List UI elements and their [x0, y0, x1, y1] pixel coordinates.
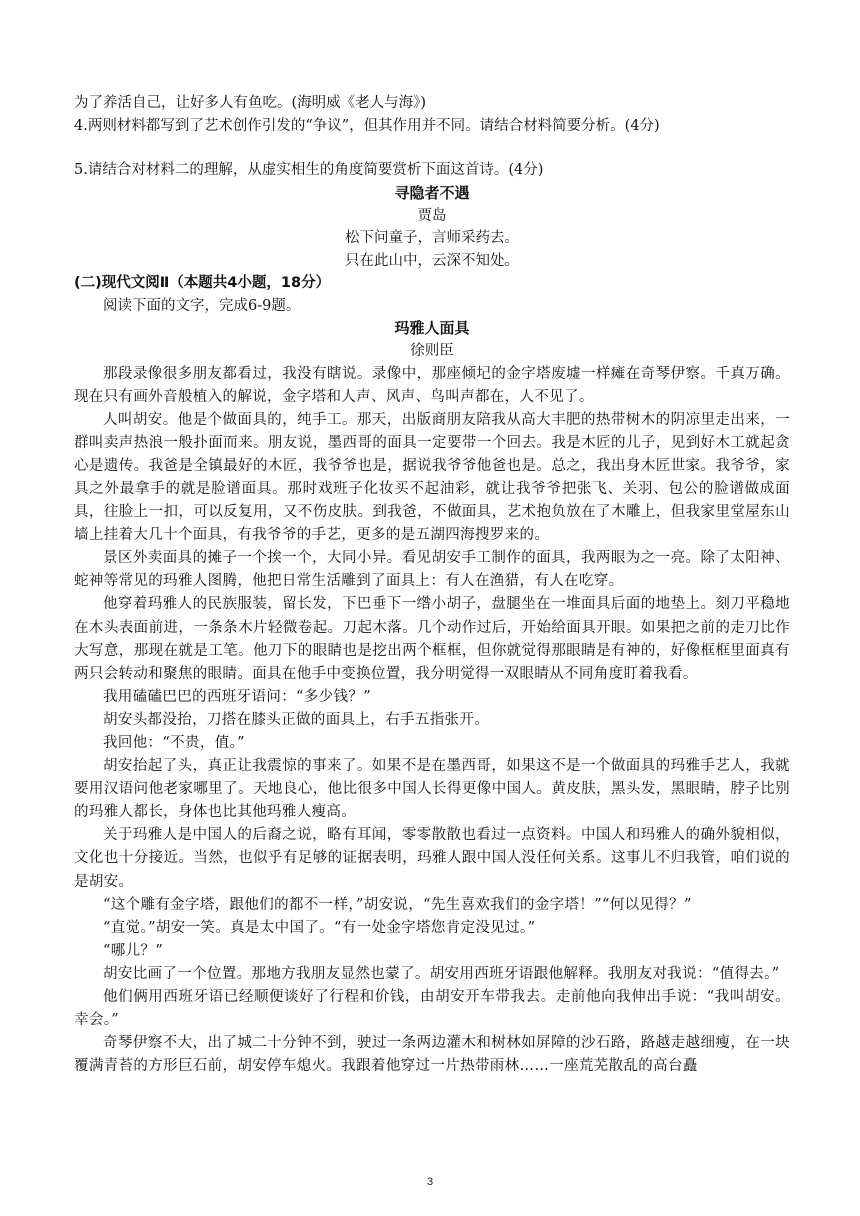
- section-instruction: 阅读下面的文字，完成6-9题。: [103, 297, 301, 314]
- paragraph: 奇琴伊察不大，出了城二十分钟不到，驶过一条两边灌木和树林如屏障的沙石路，路越走越细瘦，在一块覆满青苔的方形巨石前，胡安停车熄火。我跟着他穿过一片热带雨林……一座荒芜散乱的高台矗: [74, 1035, 790, 1075]
- poem-line: 只在此山中，云深不知处。: [345, 252, 519, 269]
- article-body: [74, 363, 790, 1079]
- paragraph: 关于玛雅人是中国人的后裔之说，略有耳闻，零零散散也看过一点资料。中国人和玛雅人的确外貌相似，文化也十分接近。当然，也似乎有足够的证据表明，玛雅人跟中国人没任何关系。这事儿不归我管，咱们说的是胡安。: [74, 827, 790, 890]
- paragraph: 我用磕磕巴巴的西班牙语问：“多少钱？”: [103, 688, 371, 705]
- article-title: 玛雅人面具: [394, 319, 470, 337]
- question-4: 4.两则材料都写到了艺术创作引发的“争议”，但其作用并不同。请结合材料简要分析。(4分): [74, 117, 660, 134]
- page-body: [74, 92, 790, 1078]
- paragraph: “哪儿？”: [103, 942, 164, 959]
- paragraph: “这个雕有金字塔，跟他们的都不一样，”胡安说，“先生喜欢我们的金字塔！”“何以见得？”: [103, 896, 692, 913]
- paragraph: 我回他：“不贵，值。”: [103, 735, 245, 751]
- paragraph: 那段录像很多朋友都看过，我没有瞎说。录像中，那座倾圮的金字塔废墟一样瘫在奇琴伊察。千真万确。现在只有画外音般植入的解说，金字塔和人声、风声、鸟叫声都在，人不见了。: [74, 365, 790, 405]
- article-author: 徐则臣: [410, 343, 454, 359]
- paragraph: 他们俩用西班牙语已经顺便谈好了行程和价钱，由胡安开车带我去。走前他向我伸出手说：“我叫胡安。幸会。”: [74, 989, 790, 1029]
- section-heading: (二)现代文阅Ⅱ（本题共4小题，18分）: [74, 275, 331, 291]
- question-5: 5.请结合对材料二的理解，从虚实相生的角度简要赏析下面这首诗。(4分): [74, 162, 544, 178]
- paragraph: 景区外卖面具的摊子一个挨一个，大同小异。看见胡安手工制作的面具，我两眼为之一亮。除了太阳神、蛇神等常见的玛雅人图腾，他把日常生活雕到了面具上：有人在渔猎，有人在吃穿。: [74, 550, 790, 590]
- paragraph: 他穿着玛雅人的民族服装，留长发，下巴垂下一绺小胡子，盘腿坐在一堆面具后面的地垫上。刻刀平稳地在木头表面前进，一条条木片轻微卷起。刀起木落。几个动作过后，开始给面具开眼。如果把之前的走刀比作大写意，那现在就是工笔。他刀下的眼睛也是挖出两个框框，但你就觉得那眼睛是有神的，好像框框里面真有两只会转动和聚焦的眼睛。面具在他手中变换位置，我分明觉得一双眼睛从不同角度盯着我看。: [74, 596, 790, 682]
- paragraph: 人叫胡安。他是个做面具的，纯手工。那天，出版商朋友陪我从高大丰肥的热带树木的阴凉里走出来，一群叫卖声热浪一般扑面而来。朋友说，墨西哥的面具一定要带一个回去。我是木匠的儿子，见到好木工就起贪心是遗传。我爸是全镇最好的木匠，我爷爷也是，据说我爷爷他爸也是。总之，我出身木匠世家。我爷爷，家具之外最拿手的就是脸谱面具。那时戏班子化妆买不起油彩，就让我爷爷把张飞、关羽、包公的脸谱做成面具，往脸上一扣，可以反复用，又不伤皮肤。到我爸，不做面具，艺术抱负放在了木雕上，但我家里堂屋东山墙上挂着大几十个面具，有我爷爷的手艺，更多的是五湖四海搜罗来的。: [74, 411, 790, 544]
- poem-line: 松下问童子，言师采药去。: [345, 230, 519, 246]
- paragraph: 胡安头都没抬，刀搭在膝头正做的面具上，右手五指张开。: [103, 711, 490, 728]
- paragraph: 胡安抬起了头，真正让我震惊的事来了。如果不是在墨西哥，如果这不是一个做面具的玛雅手艺人，我就要用汉语问他老家哪里了。天地良心，他比很多中国人长得更像中国人。黄皮肤，黑头发，黑眼睛，脖子比别的玛雅人都长，身体也比其他玛雅人瘦高。: [74, 758, 790, 821]
- text-line: 为了养活自己，让好多人有鱼吃。(海明威《老人与海》): [74, 95, 427, 111]
- poem-title: 寻隐者不遇: [394, 183, 470, 202]
- paragraph: “直觉。”胡安一笑。真是太中国了。“有一处金字塔您肯定没见过。”: [103, 919, 536, 936]
- page-number: 3: [426, 1176, 434, 1188]
- poem-author: 贾岛: [417, 207, 447, 224]
- paragraph: 胡安比画了一个位置。那地方我朋友显然也蒙了。胡安用西班牙语跟他解释。我朋友对我说：“值得去。”: [103, 965, 780, 982]
